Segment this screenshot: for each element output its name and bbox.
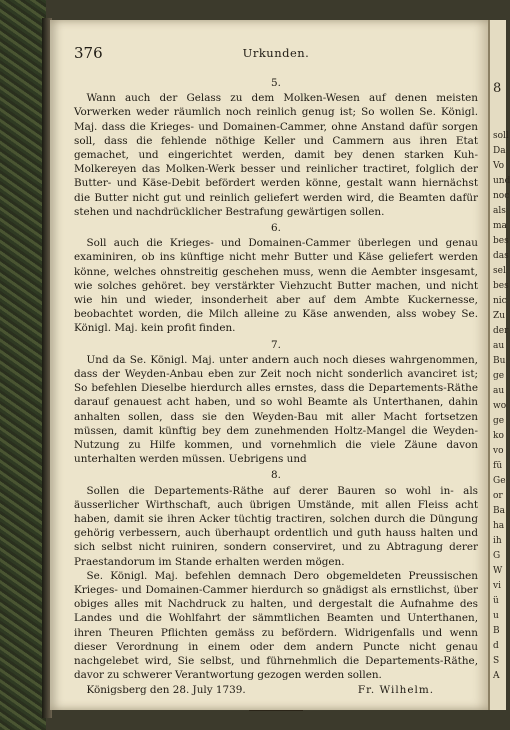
facing-page-fragment: au xyxy=(493,386,505,396)
facing-page-fragment: der xyxy=(493,326,509,336)
paragraph: Wann auch der Gelass zu dem Molken-Wesen auf denen meisten Vorwerken weder räumlich noch reinlich genug ist; So wollen Se. Königl. Maj. dass die Krieges- und Domainen-Cammer, ohne Anstand dafür sorgen soll, dass die fehlende nöthige Keller und Cammern aus ihren Etat gemachet, und eingerichtet werden, damit bey denen starken Kuh-Molkereyen das Molken-Werk besser und reinlicher tractiret, folglich der Butter- und Käse-Debit befördert werden könne, gestalt wann hiernächst die Butter nicht gut und reinlich geliefert werden wird, die Beamten dafür stehen und nachdrücklicher Bestrafung gewärtigen sollen. xyxy=(74,92,478,218)
section-number: 5. xyxy=(271,77,281,89)
signature: Fr. Wilhelm. xyxy=(357,684,434,697)
facing-page-fragment: wo xyxy=(493,401,507,411)
facing-page-edge xyxy=(488,20,510,710)
document-body xyxy=(74,76,478,711)
facing-page-fragment: und xyxy=(493,176,510,186)
facing-page-fragment: Da xyxy=(493,146,506,156)
paragraph: Se. Königl. Maj. befehlen demnach Dero obgemeldeten Preussischen Krieges- und Domainen-Cammer hierdurch so gnädigst als ernstlichst, über obiges alles mit Nachdruck zu halten, und dergestalt die Aufnahme des Landes und die Wohlfahrt der sämmtlichen Beamten und Unterthanen, ihren Theuren Pflichten gemäss zu befördern. Widrigenfalls und wenn dieser Verordnung in einem oder dem andern Puncte nicht genau nachgelebet wird, Sie selbst, und führnehmlich die Departements-Räthe, davor zu schwerer Verantwortung gezogen werden sollen. xyxy=(74,569,478,682)
running-title: Urkunden. xyxy=(242,46,310,60)
facing-page-fragment: bes xyxy=(493,236,509,246)
facing-page-fragment: vi xyxy=(493,581,501,591)
section-number: 7. xyxy=(271,338,281,351)
facing-page-fragment: Vo xyxy=(493,161,505,171)
facing-page-fragment: ko xyxy=(493,431,504,441)
facing-page-fragment: d xyxy=(493,641,499,651)
closing-rule xyxy=(249,710,303,711)
facing-page-fragment: B xyxy=(493,626,500,636)
facing-page-fragment: Zu xyxy=(493,311,506,321)
facing-page-fragment: ha xyxy=(493,521,505,531)
facing-page-fragment: ge xyxy=(493,416,505,426)
facing-page-fragment: W xyxy=(493,566,503,576)
facing-page-fragment: sel xyxy=(493,266,506,276)
book-binding xyxy=(0,0,46,730)
facing-page-fragment: or xyxy=(493,491,503,501)
paragraph: Sollen die Departements-Räthe auf derer Bauren so wohl in- als äusserlicher Wirthschaft, auch übrigen Umstände, mit allen Fleiss acht haben, damit sie ihren Acker tüchtig tractiren, solchen durch die Düngung gehörig verbessern, auch überhaupt ordentlich und guth hauss halten und sich selbst nicht ruiniren, sondern conserviret, und zu Abtragung derer Praestandorum im Stande erhalten werden mögen. xyxy=(74,484,478,568)
facing-page-fragment: ge xyxy=(493,371,505,381)
facing-page-fragment: nic xyxy=(493,296,507,306)
facing-page-fragment: das xyxy=(493,251,509,261)
facing-page-fragment: 8 xyxy=(493,81,502,96)
facing-page-fragment: ü xyxy=(493,596,499,606)
facing-page-fragment: u xyxy=(493,611,499,621)
facing-page-fragment: G xyxy=(493,551,501,561)
facing-page-fragment: A xyxy=(493,671,500,681)
facing-page-fragment: als xyxy=(493,206,506,216)
section-number: 8. xyxy=(271,469,281,482)
closing-line xyxy=(74,683,478,697)
facing-page-fragment: bes xyxy=(493,281,509,291)
facing-page-fragment: au xyxy=(493,341,505,351)
facing-page-fragment: Ge xyxy=(493,476,506,486)
paragraph: Und da Se. Königl. Maj. unter andern auch noch dieses wahrgenommen, dass der Weyden-Anbau eben zur Zeit noch nicht sonderlich avanciret ist; So befehlen Dieselbe hierdurch alles ernstes, dass die Departements-Räthe darauf genauest acht haben, und so wohl Beamte als Unterthanen, dahin anhalten sollen, dass sie den Weyden-Bau mit aller Macht fortsetzen müssen, damit künftig bey dem zunehmenden Holtz-Mangel die Weyden-Nutzung zu Hilfe kommen, und vornehmlich die viele Zäune davon unterhalten werden müssen. Uebrigens und xyxy=(74,353,478,466)
facing-page-fragment: S xyxy=(493,656,500,666)
page-number: 376 xyxy=(74,44,103,62)
facing-page-fragment: soll xyxy=(493,131,509,141)
place-date: Königsberg den 28. July 1739. xyxy=(86,684,246,697)
facing-page-fragment: Bu xyxy=(493,356,506,366)
facing-page-fragment: Ba xyxy=(493,506,505,516)
facing-page-fragment: vo xyxy=(493,446,504,456)
section-number: 6. xyxy=(271,222,281,235)
facing-page-fragment: noc xyxy=(493,191,510,201)
paragraph: Soll auch die Krieges- und Domainen-Cammer überlegen und genau examiniren, ob ins künftige nicht mehr Butter und Käse geliefert werden könne, welches ohnstreitig geschehen muss, wenn die Aembter insgesamt, wie solches gehöret. bey verstärkter Viehzucht Butter machen, und nicht wie hin und wieder, insonderheit aber auf dem Ambte Kuckernesse, beobachtet worden, die Milch alleine zu Käse anwenden, alss wobey Se. Königl. Maj. kein profit finden. xyxy=(74,237,478,335)
page-header xyxy=(74,44,478,64)
facing-page-fragment: fü xyxy=(493,461,503,471)
facing-page-fragment: ih xyxy=(493,536,502,546)
facing-page-fragment: ma xyxy=(493,221,507,231)
